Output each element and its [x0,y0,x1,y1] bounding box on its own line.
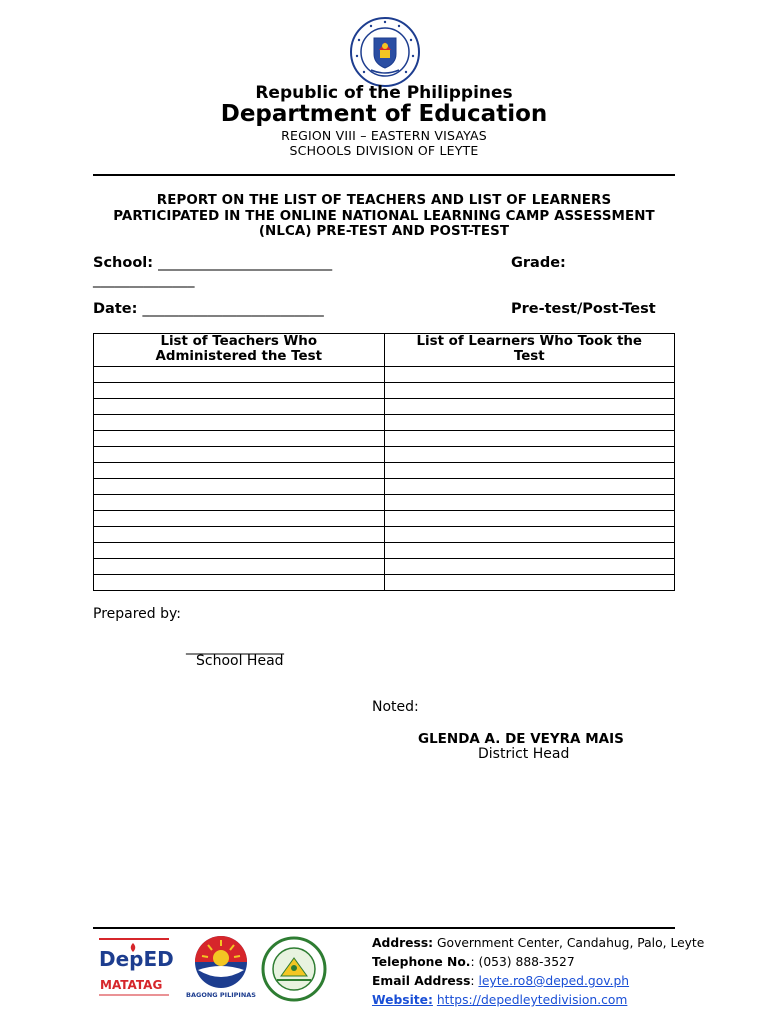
report-title-line: (NLCA) PRE-TEST AND POST-TEST [258,224,510,240]
report-title [93,193,675,240]
header-text: Administered the Test [155,348,322,364]
report-title-line: REPORT ON THE LIST OF TEACHERS AND LIST OF LEARNERS [156,193,612,208]
noted-label: Noted: [372,699,419,715]
teachers-learners-table [93,333,675,591]
teacher-cell[interactable] [94,527,385,543]
learner-cell[interactable] [384,559,675,575]
teacher-cell[interactable] [94,447,385,463]
school-label: School: [93,255,154,271]
table-row [94,431,675,447]
header-text: Test [513,348,545,364]
learner-cell[interactable] [384,415,675,431]
date-label: Date: [93,301,138,317]
table-row [94,463,675,479]
grade-field [93,272,195,288]
learner-cell[interactable] [384,463,675,479]
teacher-cell[interactable] [94,399,385,415]
header-divider [93,174,675,176]
teacher-cell[interactable] [94,367,385,383]
prepared-by-label: Prepared by: [93,606,181,622]
table-row [94,383,675,399]
phone-value: (053) 888-3527 [478,955,575,969]
address-value: Government Center, Candahug, Palo, Leyte [437,936,705,950]
division-of-leyte-logo [261,936,327,1002]
table-row [94,367,675,383]
teacher-cell[interactable] [94,383,385,399]
header-text: List of Learners Who Took the [416,334,642,349]
table-row [94,559,675,575]
learner-cell[interactable] [384,543,675,559]
website-line [372,991,704,1010]
matatag-wordmark: MATATAG [100,978,163,992]
teacher-cell[interactable] [94,559,385,575]
school-head-signature-line[interactable]: ______________ [186,639,284,655]
teacher-cell[interactable] [94,431,385,447]
learner-cell[interactable] [384,511,675,527]
address-label: Address [372,936,429,950]
date-blank[interactable]: _________________________ [142,301,324,317]
bagong-pilipinas-text: BAGONG PILIPINAS [186,991,256,999]
table-row [94,447,675,463]
district-head-label: District Head [478,746,570,762]
table-row [94,479,675,495]
learner-cell[interactable] [384,575,675,591]
website-label: Website: [372,993,433,1007]
learner-cell[interactable] [384,527,675,543]
test-type-label: Pre-test/Post-Test [511,301,656,317]
email-label: Email Address [372,974,471,988]
table-row [94,415,675,431]
department-heading: Department of Education [220,101,548,127]
contact-block [372,934,704,1010]
teacher-cell[interactable] [94,543,385,559]
learner-cell[interactable] [384,495,675,511]
deped-matatag-logo [97,937,174,1001]
teacher-cell[interactable] [94,415,385,431]
learner-cell[interactable] [384,431,675,447]
website-link[interactable]: https://depedleytedivision.com [436,993,628,1007]
learner-cell[interactable] [384,447,675,463]
date-field [93,301,324,317]
table-row [94,399,675,415]
address-line: Address: Government Center, Candahug, Palo, Leyte [372,936,705,950]
email-link[interactable]: leyte.ro8@deped.gov.ph [478,974,630,988]
table-row [94,495,675,511]
learner-cell[interactable] [384,399,675,415]
teacher-cell[interactable] [94,511,385,527]
phone-label: Telephone No. [372,955,471,969]
teachers-column-header [94,334,385,367]
deped-seal-logo [349,16,421,88]
report-title-line: PARTICIPATED IN THE ONLINE NATIONAL LEARNING CAMP ASSESSMENT [113,208,655,224]
table-row [94,543,675,559]
bagong-pilipinas-logo [186,934,256,1000]
learners-column-header [384,334,675,367]
school-blank[interactable]: ________________________ [158,255,333,271]
teacher-cell[interactable] [94,495,385,511]
email-line: Email Address: leyte.ro8@deped.gov.ph [372,974,630,988]
teacher-cell[interactable] [94,463,385,479]
table-row [94,527,675,543]
header-text: List of Teachers Who [160,334,318,349]
school-head-label: School Head [196,653,284,669]
grade-label: Grade: [511,255,566,271]
teacher-cell[interactable] [94,575,385,591]
grade-blank[interactable]: ______________ [93,272,195,288]
learner-cell[interactable] [384,383,675,399]
republic-heading: Republic of the Philippines [255,83,513,103]
footer-divider [93,927,675,929]
learner-cell[interactable] [384,479,675,495]
table-row [94,575,675,591]
table-row [94,511,675,527]
school-field [93,255,332,271]
learner-cell[interactable] [384,367,675,383]
deped-wordmark: DepED [99,947,174,971]
region-label: REGION VIII – EASTERN VISAYAS [281,128,487,143]
division-label: SCHOOLS DIVISION OF LEYTE [289,143,479,158]
district-head-name: GLENDA A. DE VEYRA MAIS [418,731,624,747]
phone-line: Telephone No.: (053) 888-3527 [372,955,575,969]
teacher-cell[interactable] [94,479,385,495]
table-header-row [94,334,675,367]
